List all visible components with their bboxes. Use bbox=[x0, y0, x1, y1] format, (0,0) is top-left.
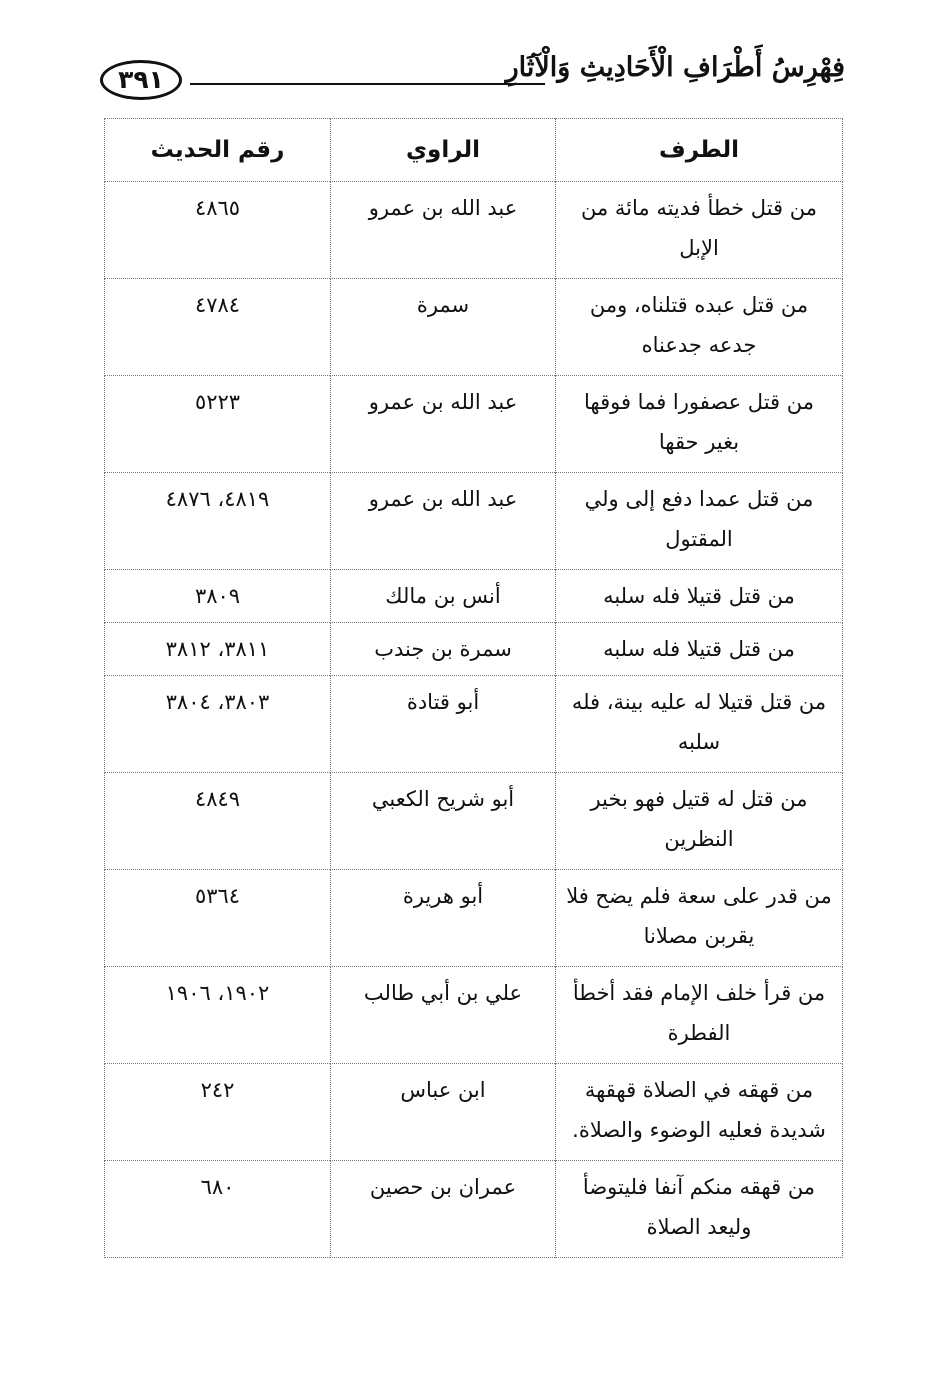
taraf-cell: من قهقه منكم آنفا فليتوضأ وليعد الصلاة bbox=[556, 1161, 843, 1258]
page-number-badge: ٣٩١ bbox=[100, 60, 182, 100]
taraf-cell: من قتل قتيلا فله سلبه bbox=[556, 570, 843, 623]
table-row bbox=[105, 967, 843, 1064]
hadith-index-table bbox=[104, 118, 843, 1258]
taraf-cell: من قتل قتيلا فله سلبه bbox=[556, 623, 843, 676]
page-header bbox=[100, 50, 845, 112]
taraf-cell: من قتل عمدا دفع إلى ولي المقتول bbox=[556, 473, 843, 570]
header-rule bbox=[190, 83, 545, 85]
table-row bbox=[105, 623, 843, 676]
rawi-cell: سمرة bbox=[331, 279, 556, 376]
taraf-cell: من قتل قتيلا له عليه بينة، فله سلبه bbox=[556, 676, 843, 773]
rawi-cell: عبد الله بن عمرو bbox=[331, 376, 556, 473]
rawi-cell: أبو قتادة bbox=[331, 676, 556, 773]
column-header-taraf: الطرف bbox=[556, 119, 843, 182]
table-row bbox=[105, 182, 843, 279]
hadith-number-cell: ٤٧٨٤ bbox=[105, 279, 331, 376]
table-row bbox=[105, 570, 843, 623]
hadith-number-cell: ٤٨٤٩ bbox=[105, 773, 331, 870]
table-row bbox=[105, 376, 843, 473]
taraf-cell: من قتل عصفورا فما فوقها بغير حقها bbox=[556, 376, 843, 473]
taraf-cell: من قتل عبده قتلناه، ومن جدعه جدعناه bbox=[556, 279, 843, 376]
hadith-number-cell: ٣٨٠٩ bbox=[105, 570, 331, 623]
hadith-number-cell: ٥٢٢٣ bbox=[105, 376, 331, 473]
rawi-cell: أبو شريح الكعبي bbox=[331, 773, 556, 870]
hadith-number-cell: ٤٨٦٥ bbox=[105, 182, 331, 279]
table-row bbox=[105, 870, 843, 967]
column-header-number: رقم الحديث bbox=[105, 119, 331, 182]
rawi-cell: أنس بن مالك bbox=[331, 570, 556, 623]
taraf-cell: من قتل له قتيل فهو بخير النظرين bbox=[556, 773, 843, 870]
column-header-rawi: الراوي bbox=[331, 119, 556, 182]
hadith-number-cell: ١٩٠٢، ١٩٠٦ bbox=[105, 967, 331, 1064]
table-row bbox=[105, 279, 843, 376]
table-row bbox=[105, 773, 843, 870]
table-row bbox=[105, 473, 843, 570]
hadith-number-cell: ٦٨٠ bbox=[105, 1161, 331, 1258]
taraf-cell: من قتل خطأ فديته مائة من الإبل bbox=[556, 182, 843, 279]
rawi-cell: عبد الله بن عمرو bbox=[331, 473, 556, 570]
rawi-cell: سمرة بن جندب bbox=[331, 623, 556, 676]
hadith-number-cell: ٣٨٠٣، ٣٨٠٤ bbox=[105, 676, 331, 773]
running-title: فِهْرِسُ أَطْرَافِ الْأَحَادِيثِ وَالْآثَارِ bbox=[505, 52, 845, 83]
taraf-cell: من قدر على سعة فلم يضح فلا يقربن مصلانا bbox=[556, 870, 843, 967]
taraf-cell: من قرأ خلف الإمام فقد أخطأ الفطرة bbox=[556, 967, 843, 1064]
taraf-cell: من قهقه في الصلاة قهقهة شديدة فعليه الوضوء والصلاة. bbox=[556, 1064, 843, 1161]
hadith-number-cell: ٣٨١١، ٣٨١٢ bbox=[105, 623, 331, 676]
rawi-cell: عمران بن حصين bbox=[331, 1161, 556, 1258]
rawi-cell: علي بن أبي طالب bbox=[331, 967, 556, 1064]
rawi-cell: أبو هريرة bbox=[331, 870, 556, 967]
table-row bbox=[105, 1161, 843, 1258]
hadith-number-cell: ٥٣٦٤ bbox=[105, 870, 331, 967]
rawi-cell: ابن عباس bbox=[331, 1064, 556, 1161]
table-row bbox=[105, 1064, 843, 1161]
hadith-number-cell: ٤٨١٩، ٤٨٧٦ bbox=[105, 473, 331, 570]
table-row bbox=[105, 676, 843, 773]
table-header-row bbox=[105, 119, 843, 182]
hadith-number-cell: ٢٤٢ bbox=[105, 1064, 331, 1161]
rawi-cell: عبد الله بن عمرو bbox=[331, 182, 556, 279]
